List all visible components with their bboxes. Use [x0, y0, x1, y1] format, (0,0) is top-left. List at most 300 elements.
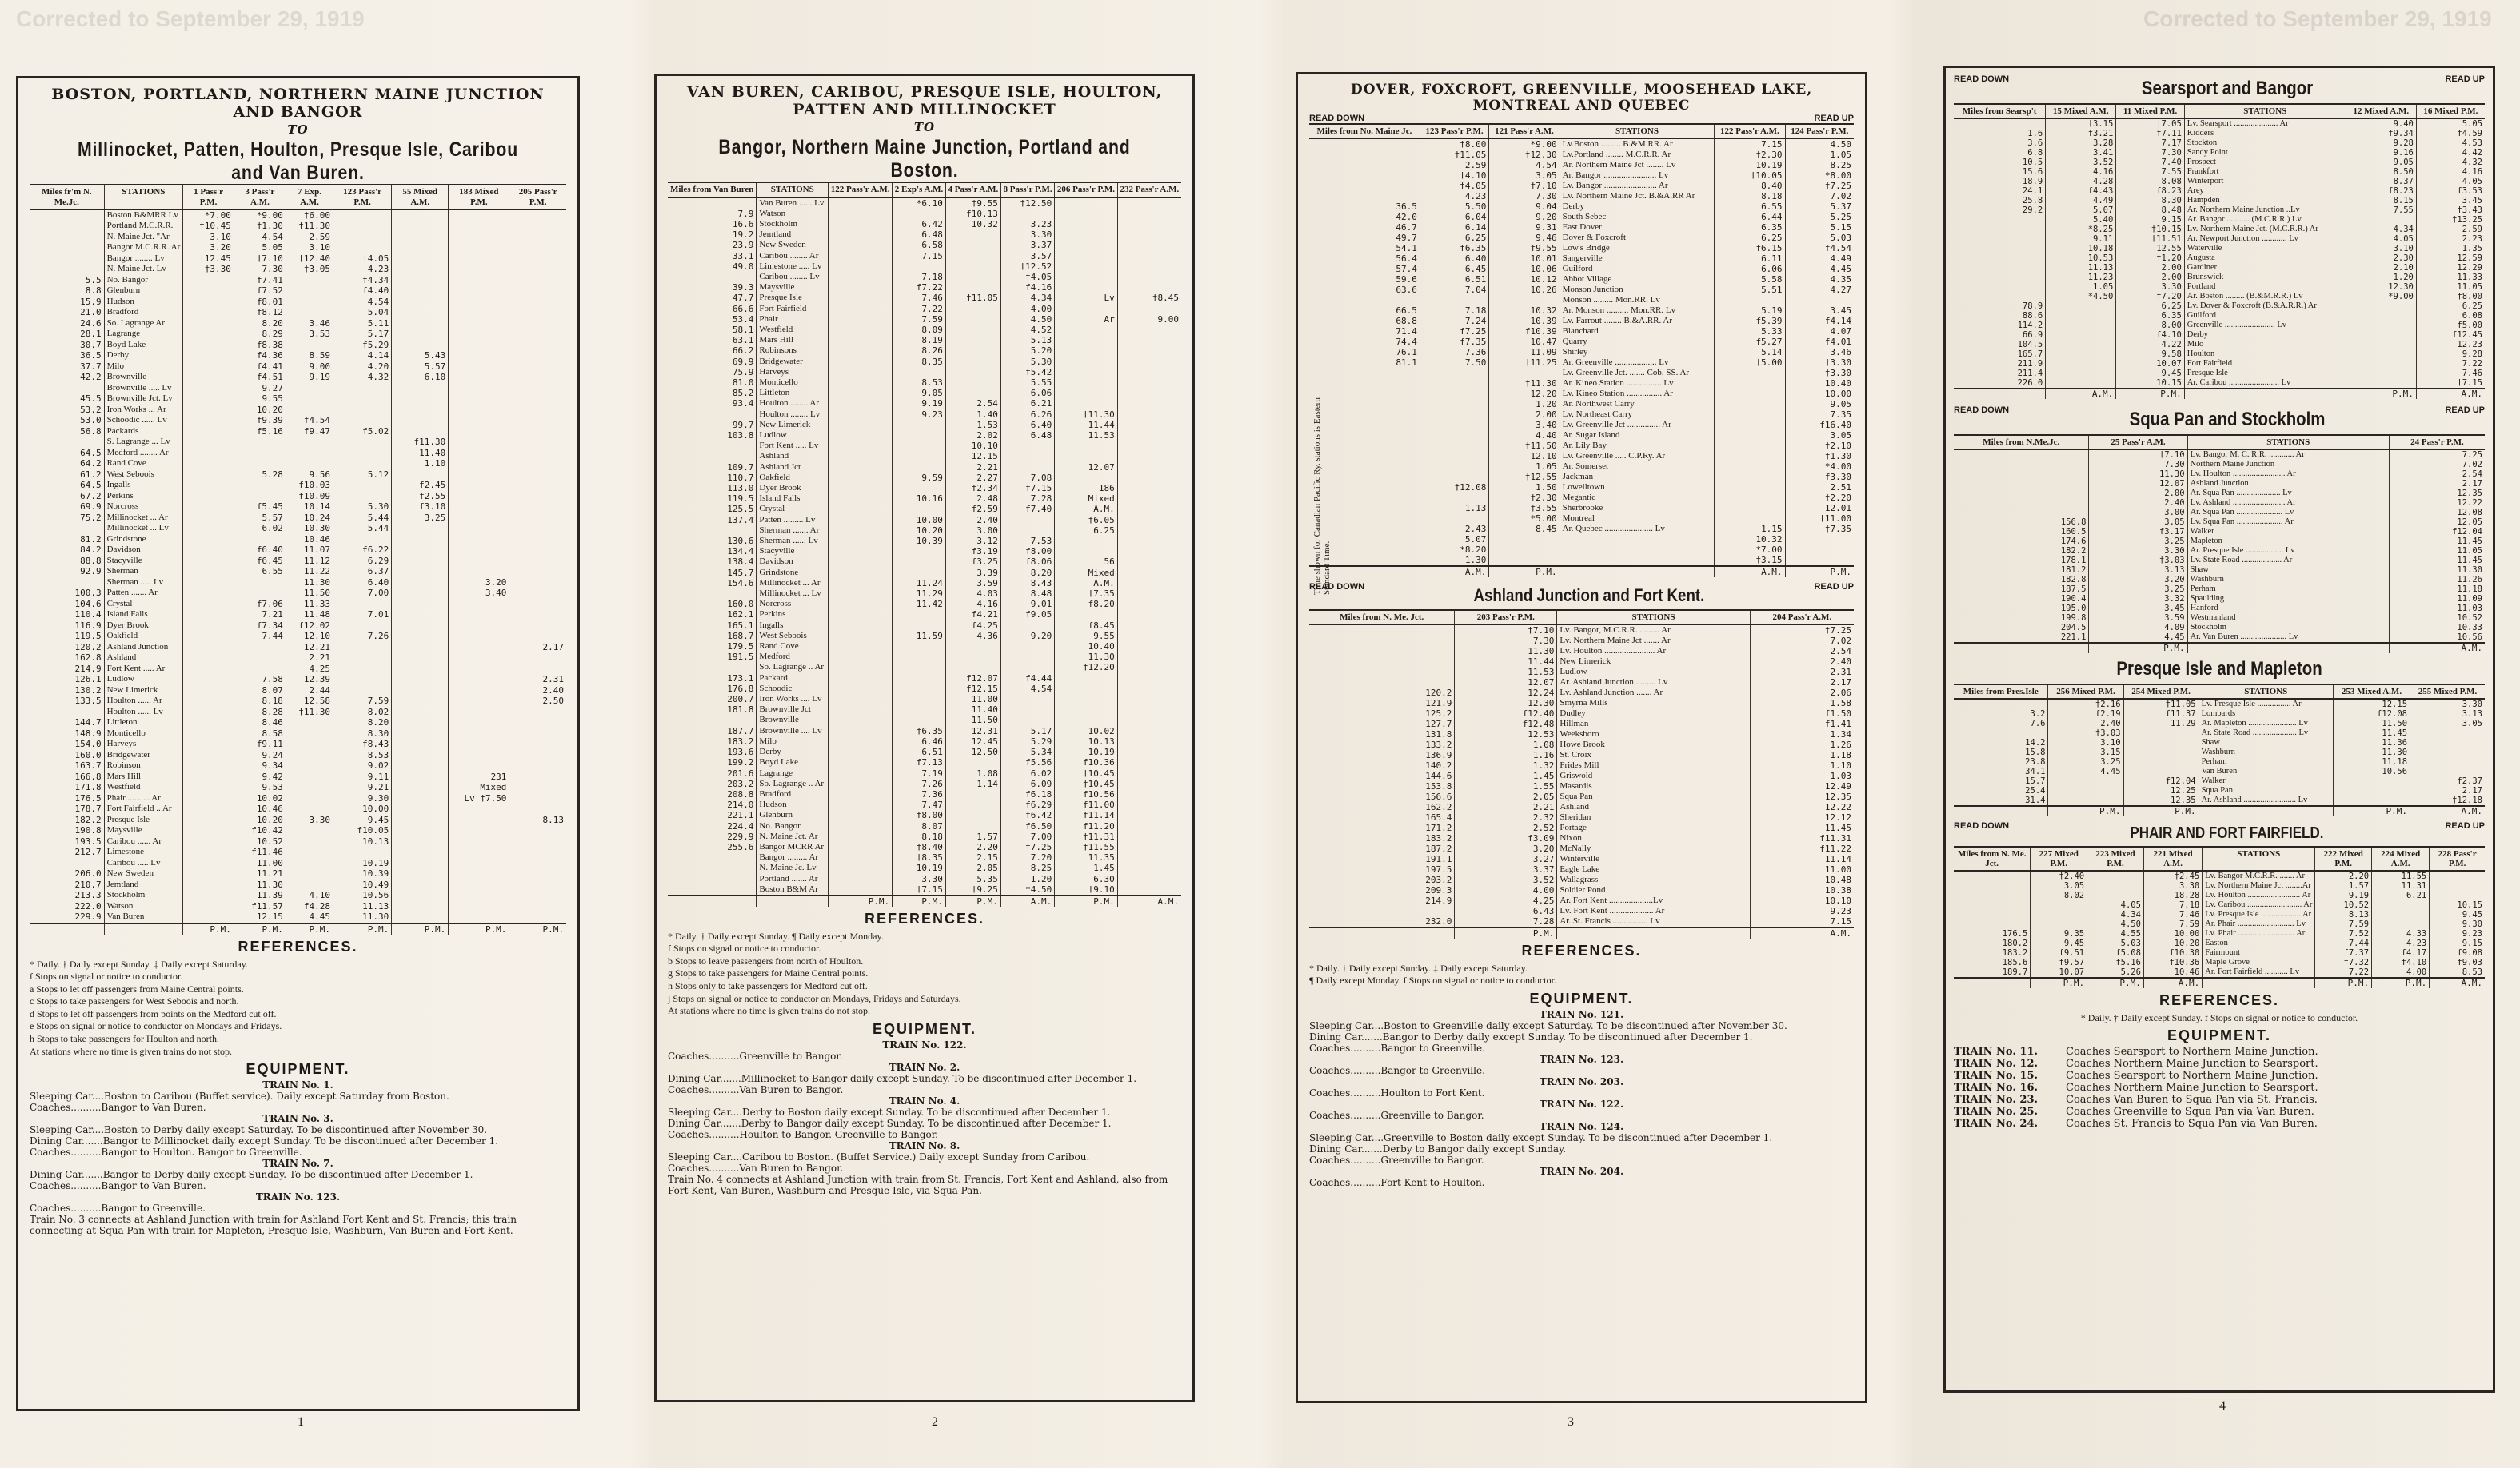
time-cell: 1.45: [1455, 771, 1557, 781]
ampm-cell: [1557, 927, 1750, 939]
station-cell: Limestone ..... Lv: [757, 261, 829, 272]
time-cell: *8.00: [1785, 170, 1854, 181]
time-cell: 85.2: [732, 388, 754, 399]
time-cell: *8.20: [1420, 545, 1488, 555]
time-cell: 2.27: [945, 473, 1000, 483]
station-cell: Lv. Bangor M. C. R.R. ............ Ar: [2187, 449, 2389, 460]
time-cell: 9.53: [234, 782, 286, 793]
time-cell: 226.0: [2017, 378, 2043, 389]
time-cell: 92.9: [80, 566, 102, 577]
time-cell: 14.2: [2025, 738, 2046, 748]
time-cell: †12.55: [1489, 472, 1560, 482]
time-cell: f4.59: [2416, 129, 2485, 138]
time-cell: [509, 750, 566, 761]
time-cell: 10.47: [1489, 337, 1560, 347]
time-cell: 7.00: [333, 588, 392, 599]
time-cell: [392, 469, 449, 481]
time-cell: 3.28: [2046, 138, 2116, 148]
time-cell: 4.16: [2046, 167, 2116, 177]
station-cell: Lv. Dover & Foxcroft (B.&A.R.R.) Ar: [2184, 301, 2346, 311]
time-cell: 1.10: [392, 458, 449, 469]
time-cell: A.M.: [1055, 504, 1118, 514]
time-cell: [893, 504, 946, 514]
station-cell: Westmanland: [2187, 613, 2389, 623]
time-cell: [286, 393, 333, 405]
time-cell: 76.1: [1396, 347, 1417, 358]
timetable-row: [1309, 771, 1854, 781]
time-cell: [286, 437, 333, 448]
station-cell: Millinocket ... Lv: [757, 588, 829, 599]
time-cell: 67.2: [80, 490, 102, 501]
station-cell: Stockholm: [757, 219, 829, 229]
time-cell: 7.04: [1420, 285, 1488, 295]
time-cell: f4.41: [234, 361, 286, 373]
time-cell: [1715, 493, 1785, 503]
timetable-row: [30, 556, 566, 567]
time-cell: 5.11: [333, 318, 392, 329]
time-cell: [286, 448, 333, 459]
timetable-row: [1309, 729, 1854, 740]
time-cell: 214.0: [727, 800, 754, 811]
time-cell: f8.43: [333, 739, 392, 750]
station-cell: Ludlow: [757, 430, 829, 441]
time-cell: [829, 832, 893, 842]
reference-line: b Stops to leave passengers from north of Houlton.: [668, 955, 864, 967]
time-cell: [1117, 357, 1181, 367]
time-cell: [509, 890, 566, 901]
time-cell: 12.30: [1455, 698, 1557, 708]
time-cell: [2346, 378, 2416, 389]
time-cell: [183, 739, 234, 750]
timetable-row: [668, 842, 1181, 852]
time-cell: 1.45: [1055, 863, 1118, 873]
equipment-line: Coaches..........Van Buren to Bangor.: [668, 1162, 844, 1174]
column-header: Miles from No. Maine Jc.: [1309, 124, 1420, 138]
time-cell: [509, 307, 566, 318]
time-cell: [829, 335, 893, 345]
time-cell: [1489, 368, 1560, 378]
time-cell: 19.2: [732, 229, 754, 241]
time-cell: 182.8: [2060, 575, 2087, 585]
time-cell: 7.24: [1420, 316, 1488, 326]
time-cell: 2.17: [2389, 479, 2485, 489]
time-cell: 11.45: [1750, 823, 1854, 833]
time-cell: 8.50: [2346, 167, 2416, 177]
time-cell: [2372, 900, 2430, 910]
header-row: [30, 185, 566, 209]
column-header: Miles from N. Me. Jct.: [1309, 610, 1455, 624]
timetable-row: [668, 367, 1181, 377]
station-cell: Island Falls: [757, 493, 829, 504]
squa-pan-timetable: [1954, 434, 2485, 653]
panel-4-read-bar-4: [1954, 821, 2485, 846]
timetable-row: [1954, 796, 2485, 806]
timetable-row: [668, 852, 1181, 863]
time-cell: f5.02: [333, 426, 392, 437]
time-cell: [1117, 377, 1181, 388]
time-cell: 7.44: [234, 631, 286, 642]
time-cell: [829, 556, 893, 567]
time-cell: 9.45: [2430, 910, 2485, 919]
time-cell: [1954, 508, 2089, 517]
time-cell: [333, 652, 392, 664]
ampm-cell: A.M.: [2389, 643, 2485, 653]
time-cell: 1.20: [1489, 399, 1560, 409]
time-cell: [668, 197, 757, 209]
station-cell: Ar. Newport Junction ............ Lv: [2184, 234, 2346, 244]
time-cell: 4.23: [333, 264, 392, 275]
timetable-row: [668, 736, 1181, 747]
time-cell: [509, 760, 566, 772]
time-cell: f3.25: [945, 556, 1000, 567]
panel-1-connection-note: Train No. 3 connects at Ashland Junction with train for Ashland Fort Kent and St. Francis; this train connecting at Squa Pan with train for Mapleton, Presque Isle, Washburn, Van Buren and Fort Kent.: [30, 1214, 517, 1237]
station-cell: Ar. Fort Kent ....................Lv: [1557, 896, 1750, 906]
time-cell: f3.30: [1785, 472, 1854, 482]
time-cell: f7.13: [893, 757, 946, 768]
station-cell: Packards: [104, 426, 183, 437]
station-cell: Sherman ..... Lv: [104, 577, 183, 588]
timetable-row: [1954, 196, 2485, 205]
column-header: STATIONS: [2184, 104, 2346, 118]
time-cell: *4.50: [2046, 292, 2116, 301]
station-cell: Caribou ........ Lv: [757, 272, 829, 282]
time-cell: 6.43: [1455, 906, 1557, 916]
time-cell: 99.7: [732, 419, 754, 430]
timetable-row: [1954, 449, 2485, 460]
time-cell: 8.58: [234, 728, 286, 740]
time-cell: [829, 441, 893, 451]
time-cell: 8.09: [893, 325, 946, 335]
time-cell: 10.19: [1055, 747, 1118, 757]
time-cell: f5.16: [2087, 958, 2144, 967]
time-cell: 104.5: [2017, 340, 2043, 350]
panel-1-timetable: [30, 184, 566, 935]
time-cell: [509, 620, 566, 632]
time-cell: 12.21: [286, 642, 333, 653]
time-cell: †2.30: [1715, 150, 1785, 160]
time-cell: 7.00: [1000, 832, 1054, 842]
time-cell: 10.46: [286, 534, 333, 545]
time-cell: 7.22: [2416, 359, 2485, 369]
equipment-train-title: TRAIN No. 11.: [1954, 1046, 2039, 1059]
time-cell: [1117, 240, 1181, 250]
time-cell: [2046, 321, 2116, 330]
time-cell: [183, 577, 234, 588]
time-cell: [183, 307, 234, 318]
time-cell: 4.27: [1785, 285, 1854, 295]
time-cell: [893, 462, 946, 473]
time-cell: [2123, 767, 2199, 776]
time-cell: [945, 821, 1000, 832]
time-cell: [392, 609, 449, 620]
timetable-row: [30, 912, 566, 923]
time-cell: 7.02: [1785, 191, 1854, 201]
time-cell: [183, 890, 234, 901]
time-cell: [234, 534, 286, 545]
time-cell: †4.05: [333, 253, 392, 265]
time-cell: 7.15: [1715, 138, 1785, 150]
station-cell: [1560, 534, 1715, 545]
time-cell: 5.17: [333, 329, 392, 340]
time-cell: 30.7: [80, 339, 102, 350]
station-cell: Presque Isle: [104, 815, 183, 826]
time-cell: 8.18: [234, 696, 286, 707]
time-cell: 109.7: [727, 461, 754, 473]
time-cell: 7.30: [1489, 191, 1560, 201]
time-cell: 2.40: [2048, 719, 2123, 728]
time-cell: f12.04: [2123, 776, 2199, 786]
time-cell: 8.19: [893, 335, 946, 345]
ampm-cell: P.M.: [2089, 643, 2187, 653]
time-cell: 11.44: [1055, 420, 1118, 430]
time-cell: 7.59: [333, 696, 392, 707]
station-cell: Ar. Kineo Station ................ Lv: [1560, 378, 1715, 389]
read-down-label: READ DOWN: [1954, 821, 2010, 832]
equipment-train-title: TRAIN No. 16.: [1954, 1082, 2039, 1095]
time-cell: f7.15: [1000, 483, 1054, 493]
station-cell: Waterville: [2184, 244, 2346, 253]
time-cell: 6.25: [1420, 233, 1488, 243]
time-cell: [509, 664, 566, 675]
timetable-row: [668, 556, 1181, 567]
time-cell: [392, 674, 449, 685]
ampm-cell: P.M.: [2346, 389, 2416, 399]
time-cell: 9.15: [2430, 939, 2485, 948]
time-cell: 12.31: [945, 726, 1000, 736]
time-cell: [1954, 699, 2048, 709]
time-cell: [1000, 620, 1054, 631]
time-cell: 84.2: [80, 545, 102, 556]
time-cell: [286, 750, 333, 761]
time-cell: [945, 251, 1000, 261]
time-cell: 10.32: [1489, 305, 1560, 316]
timetable-row: [668, 515, 1181, 525]
time-cell: 7.26: [333, 631, 392, 642]
time-cell: 212.7: [74, 847, 102, 858]
time-cell: 1.32: [1455, 760, 1557, 771]
time-cell: [183, 674, 234, 685]
time-cell: †12.08: [1420, 482, 1488, 493]
time-cell: [893, 209, 946, 219]
time-cell: 200.7: [727, 694, 754, 705]
column-header: STATIONS: [1560, 124, 1715, 138]
time-cell: 7.21: [234, 609, 286, 620]
column-header: 253 Mixed A.M.: [2333, 684, 2410, 699]
station-cell: Westfield: [757, 325, 829, 335]
time-cell: [1309, 906, 1455, 916]
time-cell: 56: [1055, 556, 1118, 567]
section-title-squa-pan: Squa Pan and Stockholm: [2129, 409, 2326, 431]
time-cell: 168.7: [727, 630, 754, 641]
time-cell: [1420, 461, 1488, 472]
time-cell: [392, 707, 449, 718]
time-cell: f4.51: [234, 372, 286, 383]
read-down-label: READ DOWN: [1309, 582, 1365, 592]
time-cell: [1055, 546, 1118, 556]
panel-3-header: [1309, 82, 1854, 114]
column-header: Miles from N.Me.Jc.: [1954, 435, 2089, 449]
time-cell: 199.2: [727, 757, 754, 768]
reference-line: h Stops to take passengers for Houlton and north.: [30, 1033, 219, 1045]
references-title: REFERENCES.: [238, 939, 358, 955]
station-cell: Ar. Boston ......... (B.&M.R.R.) Lv: [2184, 292, 2346, 301]
time-cell: 10.18: [2046, 244, 2116, 253]
timetable-row: [1954, 623, 2485, 632]
station-cell: Millinocket ... Lv: [104, 523, 183, 534]
time-cell: [392, 836, 449, 848]
time-cell: [1055, 473, 1118, 483]
time-cell: [234, 491, 286, 502]
time-cell: [392, 685, 449, 696]
panel-1-destination: Millinocket, Patten, Houlton, Presque Isle, Caribou and Van Buren.: [77, 138, 519, 184]
timetable-row: [1309, 472, 1854, 482]
time-cell: [2410, 767, 2485, 776]
time-cell: [1055, 388, 1118, 398]
station-cell: Greenville ........................ Lv: [2184, 321, 2346, 330]
equipment-train-title: TRAIN No. 3.: [262, 1113, 333, 1125]
time-cell: [392, 858, 449, 869]
station-cell: Ashland: [104, 652, 183, 664]
time-cell: [2346, 215, 2416, 225]
timetable-row: [668, 525, 1181, 536]
equipment-train-title: TRAIN No. 122.: [882, 1039, 967, 1051]
time-cell: [1489, 534, 1560, 545]
time-cell: 5.20: [1000, 345, 1054, 356]
time-cell: [1489, 555, 1560, 566]
station-cell: Watson: [757, 209, 829, 219]
time-cell: 214.9: [1425, 896, 1452, 907]
time-cell: 12.10: [1489, 451, 1560, 461]
equipment-train-title: TRAIN No. 8.: [889, 1139, 960, 1151]
time-cell: [392, 728, 449, 740]
time-cell: 4.34: [1000, 293, 1054, 303]
time-cell: 210.7: [74, 879, 102, 890]
station-cell: Portland ....... Ar: [757, 874, 829, 884]
time-cell: 3.10: [2346, 244, 2416, 253]
station-cell: Guilford: [1560, 264, 1715, 274]
time-cell: 12.29: [2416, 263, 2485, 273]
time-cell: [449, 437, 509, 448]
time-cell: [183, 491, 234, 502]
time-cell: [829, 747, 893, 757]
time-cell: [234, 588, 286, 599]
time-cell: 1.03: [1750, 771, 1854, 781]
station-cell: Ar. Quebec ...................... Lv: [1560, 524, 1715, 534]
time-cell: [2046, 378, 2116, 389]
footer-row: [1954, 806, 2485, 816]
timetable-row: [1954, 158, 2485, 167]
station-cell: Sandy Point: [2184, 148, 2346, 158]
timetable-row: [1309, 823, 1854, 833]
time-cell: [945, 304, 1000, 314]
time-cell: [1954, 449, 2089, 460]
reference-line: f Stops on signal or notice to conductor.: [668, 943, 821, 955]
time-cell: [829, 852, 893, 863]
time-cell: [1000, 715, 1054, 725]
timetable-row: [1309, 844, 1854, 854]
time-cell: [1117, 800, 1181, 810]
station-cell: Milo: [104, 361, 183, 373]
time-cell: [1117, 779, 1181, 789]
time-cell: 11.53: [1455, 667, 1557, 677]
time-cell: †2.45: [2143, 871, 2202, 881]
time-cell: 12.24: [1455, 688, 1557, 698]
ampm-cell: [30, 923, 104, 935]
time-cell: [1954, 244, 2046, 253]
time-cell: 8.26: [893, 345, 946, 356]
time-cell: [1715, 430, 1785, 441]
time-cell: †13.25: [2416, 215, 2485, 225]
time-cell: [1055, 325, 1118, 335]
timetable-row: [1309, 513, 1854, 524]
time-cell: 12.25: [2123, 786, 2199, 796]
time-cell: [1000, 209, 1054, 219]
time-cell: [333, 209, 392, 221]
time-cell: 12.35: [1750, 792, 1854, 802]
timetable-row: [668, 462, 1181, 473]
time-cell: 160.5: [2060, 527, 2087, 537]
station-cell: Lv. Ashland Junction ....... Ar: [1557, 688, 1750, 698]
time-cell: 12.15: [234, 912, 286, 923]
time-cell: [1954, 282, 2046, 292]
time-cell: [893, 662, 946, 672]
timetable-row: [30, 858, 566, 869]
station-cell: Winterville: [1557, 854, 1750, 864]
time-cell: [1420, 451, 1488, 461]
station-cell: [1560, 555, 1715, 566]
time-cell: 74.4: [1396, 337, 1417, 348]
station-cell: Bangor MCRR Ar: [757, 842, 829, 852]
timetable-row: [30, 674, 566, 685]
timetable-row: [668, 473, 1181, 483]
time-cell: [1055, 272, 1118, 282]
time-cell: 182.2: [2060, 546, 2087, 556]
station-cell: Lombards: [2199, 709, 2333, 719]
timetable-row: [1309, 916, 1854, 927]
panel-4-read-bar-2: [1954, 405, 2485, 434]
column-header: 124 Pass'r P.M.: [1785, 124, 1854, 138]
time-cell: [1055, 377, 1118, 388]
time-cell: 10.19: [893, 863, 946, 873]
time-cell: 10.32: [1715, 534, 1785, 545]
time-cell: f11.30: [392, 437, 449, 448]
time-cell: f4.54: [1785, 243, 1854, 253]
time-cell: f5.29: [333, 340, 392, 351]
station-cell: Hillman: [1557, 719, 1750, 729]
time-cell: [829, 367, 893, 377]
time-cell: [183, 469, 234, 481]
time-cell: [1954, 489, 2089, 498]
timetable-row: [30, 253, 566, 265]
time-cell: [509, 793, 566, 804]
time-cell: [509, 652, 566, 664]
time-cell: [1117, 229, 1181, 240]
time-cell: [392, 232, 449, 243]
time-cell: 9.23: [893, 409, 946, 420]
time-cell: 10.12: [1489, 274, 1560, 285]
station-cell: McNally: [1557, 844, 1750, 854]
time-cell: [286, 405, 333, 416]
time-cell: Mixed: [449, 782, 509, 793]
time-cell: [286, 782, 333, 793]
timetable-row: [1309, 285, 1854, 295]
equipment-train-title: TRAIN No. 123.: [1539, 1053, 1624, 1065]
column-header: STATIONS: [2203, 847, 2315, 871]
time-cell: 7.6: [2030, 719, 2046, 729]
time-cell: [392, 912, 449, 923]
time-cell: 11.40: [392, 448, 449, 459]
time-cell: 213.3: [74, 890, 102, 901]
